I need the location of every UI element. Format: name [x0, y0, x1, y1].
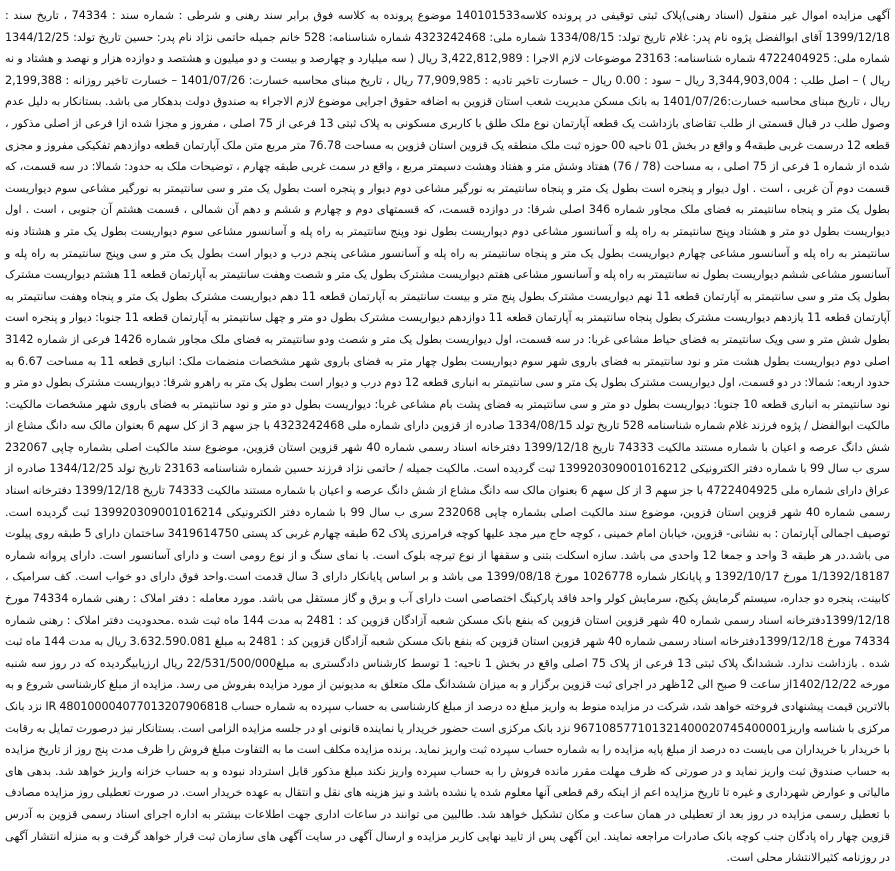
auction-notice-text: آگهی مزایده اموال غیر منقول (اسناد رهنی)پلاک ثبتی توقیفی در پرونده کلاسه140101533 موضوع پرونده به کلاسه فوق برابر سند رهنی و شرطی : شماره سند : 74334 ، تاریخ سند : 1399/12/18 آقای ابوالفضل پژوه نام پدر: غلام تاریخ تولد: 1334/08/15 شماره ملی: 4323242468 شماره شناسنامه: 528 خانم جمیله حاتمی نژاد نام پدر: حسین تاریخ تولد: 1344/12/25 شماره ملی: 4722404925 شماره شناسنامه: 23163 موضوعات لازم الاجرا : 3,422,812,989 ریال ( سه میلیارد و چهارصد و بیست و دو میلیون و هشتصد و دوازده هزار و نهصد و هشتاد و نه ریال ) – اصل طلب : 3,344,903,004 ریال – سود : 0.00 ریال – خسارت تاخیر تادیه : 77,909,985 ریال ، تاریخ مبنای محاسبه خسارت: 1401/07/26 – خسارت تاخیر روزانه : 2,199,388 ریال ، تاریخ مبنای محاسبه خسارت:1401/07/26 به بانک مسکن مدیریت شعب استان قزوین به اضافه حقوق اجرایی موضوع لازم الاجراء به صندوق دولت بدهکار می باشد. بستانکار به دلیل عدم وصول طلب در قبال قسمتی از طلب تقاضای بازداشت یک قطعه آپارتمان نوع ملک طلق با کاربری مسکونی به پلاک ثبتی 13 فرعی از 75 اصلی ، مفروز و مجزا شده ازا فرعی از اصلی مذکور ، قطعه 12 درسمت غربی طبقه4 و واقع در بخش 01 ناحیه 00 حوزه ثبت ملک منطقه یک قزوین استان قزوین به مساحت 76.78 متر مربع متن ملک آپارتمان قطعه دوازدهم تفکیکی مفروز و مجزی شده از شماره 1 فرعی از 75 اصلی ، به مساحت (78 / 76) هفتاد وشش متر و هفتاد وهشت دسیمتر مربع ، واقع در سمت غربی طبقه چهارم ، توضیحات ملک به حدود: شمالا: در سه قسمت، که قسمت دوم آن غربی ، است . اول دیوار و پنجره است بطول یک متر و پنجاه سانتیمتر به نورگیر مشاعی دوم دیوار و پنجره است بطول یک متر و سی سانتیمتر به نورگیر مشاعی سوم دیواریست بطول یک متر و پنجاه سانتیمتر به فضای ملک مجاور شماره 346 اصلی شرقا: در دوازده قسمت، که قسمتهای دوم و چهارم و ششم و دهم آن شمالی ، قسمت هشتم آن جنوبی ، است . اول دیواریست بطول دو متر و هشتاد وپنج سانتیمتر به راه پله و آسانسور مشاعی دوم دیواریست بطول نود وپنج سانتیمتر به راه پله و آسانسور مشاعی سوم دیواریست بطول یک متر و هشتاد ونه سانتیمتر به راه پله و آسانسور مشاعی چهارم دیواریست بطول یک متر و پنجاه سانتیمتر به راه پله و آسانسور مشاعی پنجم درب و دیوار است بطول یک متر و سی وپنج سانتیمتر به راه پله و آسانسور مشاعی ششم دیواریست بطول نه سانتیمتر به راه پله و آسانسور مشاعی هفتم دیواریست مشترک بطول یک متر و شصت وهفت سانتیمتر به آپارتمان قطعه 11 هشتم دیواریست مشترک بطول یک متر و سی سانتیمتر به آپارتمان قطعه 11 نهم دیواریست مشترک بطول پنج متر و بیست سانتیمتر به آپارتمان قطعه 11 دهم دیواریست مشترک بطول یک متر و پنجاه وهفت سانتیمتر به آپارتمان قطعه 11 یازدهم دیواریست مشترک بطول پنجاه سانتیمتر به آپارتمان قطعه 11 دوازدهم دیواریست مشترک بطول دو متر و چهل سانتیمتر به آپارتمان قطعه 11 جنوبا: دیوار و پنجره است بطول شش متر و سی ویک سانتیمتر به فضای حیاط مشاعی غربا: در سه قسمت، اول دیواریست بطول یک متر و شصت ودو سانتیمتر به فضای ملک مجاور شماره 1426 فرعی از شماره 3142 اصلی دوم دیواریست بطول هشت متر و نود سانتیمتر به فضای باروی شهر سوم دیواریست بطول چهار متر به فضای باروی شهر مشخصات منضمات ملک: انباری قطعه 11 به مساحت 6.67 به حدود اربعه: شمالا: در دو قسمت، اول دیواریست مشترک بطول یک متر و سی سانتیمتر به انباری قطعه 12 دوم درب و دیوار است بطول یک متر به راهرو شرقا: دیواریست مشترک بطول دو متر و نود سانتیمتر به انباری قطعه 10 جنوبا: دیواریست بطول دو متر و سی سانتیمتر به فضای پشت بام مشاعی غربا: دیواریست بطول دو متر و نود سانتیمتر به فضای باروی شهر مشخصات مالکیت: مالکیت ابوالفضل / پژوه فرزند غلام شماره شناسنامه 528 تاریخ تولد 1334/08/15 صادره از قزوین دارای شماره ملی 4323242468 با جز سهم 3 از کل سهم 6 بعنوان مالک سه دانگ مشاع از شش دانگ عرصه و اعیان با شماره مستند مالکیت 74333 تاریخ 1399/12/18 دفترخانه اسناد رسمی شماره 40 شهر قزوین استان قزوین، موضوع سند مالکیت اصلی بشماره چاپی 232067 سری ب سال 99 با شماره دفتر الکترونیکی 139920309001016212 ثبت گردیده است. مالکیت جمیله / حاتمی نژاد فرزند حسین شماره شناسنامه 23163 تاریخ تولد 1344/12/25 صادره از عراق دارای شماره ملی 4722404925 با جز سهم 3 از کل سهم 6 بعنوان مالک سه دانگ مشاع از شش دانگ عرصه و اعیان با شماره مستند مالکیت 74333 تاریخ 1399/12/18 دفترخانه اسناد رسمی شماره 40 شهر قزوین استان قزوین، موضوع سند مالکیت اصلی بشماره چاپی 232068 سری ب سال 99 با شماره دفتر الکترونیکی 139920309001016214 ثبت گردیده است. توصیف اجمالی آپارتمان : به نشانی- قزوین، خیابان امام خمینی ، کوچه حاج میر مجد علیها کوچه فرامرزی پلاک 62 طبقه چهارم غربی کد پستی 3419614750 ساختمان دارای 5 طبقه روی پیلوت می باشد.در هر طبقه 3 واحد و جمعا 12 واحدی می باشد. سازه اسکلت بتنی و سقفها از نوع تیرچه بلوک است. با نمای سنگ و از نوع رومی است و دارای آسانسور است. دارای پروانه شماره 1/1392/18187 مورخ 1392/10/17 و پایانکار شماره 1026778 مورخ 1399/08/18 می باشد و بر اساس پایانکار دارای 3 سال قدمت است.واحد فوق دارای دو خواب است. کف سرامیک ، کابینت، پنجره دو جداره، سیستم گرمایش پکیج، سرمایش کولر واحد فاقد پارکینگ اختصاصی است دارای آب و برق و گاز مستقل می باشد. مورد معامله : دفتر املاک : رهنی شماره 74334 مورخ 1399/12/18دفترخانه اسناد رسمی شماره 40 شهر قزوین استان قزوین که بنفع بانک مسکن شعبه آزادگان قزوین کد : 2481 به مدت 144 ماه ثبت شده .محدودیت دفتر املاک : رهنی شماره 74334 مورخ 1399/12/18دفترخانه اسناد رسمی شماره 40 شهر قزوین استان قزوین که بنفع بانک مسکن شعبه آزادگان قزوین کد : 2481 به مبلغ 3.632.590.081 ریال به مدت 144 ماه ثبت شده . بازداشت ندارد. ششدانگ پلاک ثبتی 13 فرعی از پلاک 75 اصلی واقع در بخش 1 ناحیه: 1 توسط کارشناس دادگستری به مبلغ22/531/500/000 ریال ارزیابیگردیده که در روز سه شنبه مورخه 1402/12/22از ساعت 9 صبح الی 12ظهر در اجرای ثبت قزوین برگزار و به میزان ششدانگ ملک متعلق به مدیونین از مورد مزایده بفروش می رسد. مزایده از مبلغ کارشناسی شروع و به بالاترین قیمت پیشنهادی فروخته خواهد شد، شرکت در مزایده منوط به واریز مبلغ ده درصد از مبلغ کارشناسی به حساب سپرده به شماره حساب IR 480100004077013207906818 نزد بانک مرکزی با شناسه واریز967108577101321400020745400001 نزد بانک مرکزی است حضور خریدار یا نماینده قانونی او در جلسه مزایده الزامی است. بستانکار نیز درصورت تمایل به رقابت با خریدار با خریداران می بایست ده درصد از مبلغ پایه مزایده را به شماره حساب سپرده ثبت واریز نماید. برنده مزایده مکلف است ما به التفاوت مبلغ فروش را ظرف مدت پنج روز از تاریخ مزایده به حساب صندوق ثبت واریز نماید و در صورتی که ظرف مهلت مقرر مانده فروش را به حساب سپرده واریز نکند مبلغ مذکور قابل استرداد نبوده و به حساب خزانه واریز خواهد شد. بدهی های مالیاتی و عوارض شهرداری و غیره تا تاریخ مزایده اعم از اینکه رقم قطعی آنها معلوم شده یا نشده باشد و نیز هزینه های نقل و انتقال به عهده خریدار است. در صورت تعطیلی روز مزایده مصادف با تعطیل رسمی مزایده در روز بعد از تعطیلی در همان ساعت و مکان تشکیل خواهد شد. طالبین می توانند در ساعات اداری جهت اطلاعات بیشتر به اداره اجرای اسناد رسمی قزوین به آدرس قزوین چهار راه پادگان جنب کوچه بانک صادرات مراجعه نمایند. این آگهی پس از تایید نهایی کاربر مزایده و ارسال آگهی در سایت آگهی های سازمان ثبت قرار خواهد گرفت و به منزله انتشار آگهی در روزنامه کثیرالانتشار محلی است. — [5, 9, 891, 865]
